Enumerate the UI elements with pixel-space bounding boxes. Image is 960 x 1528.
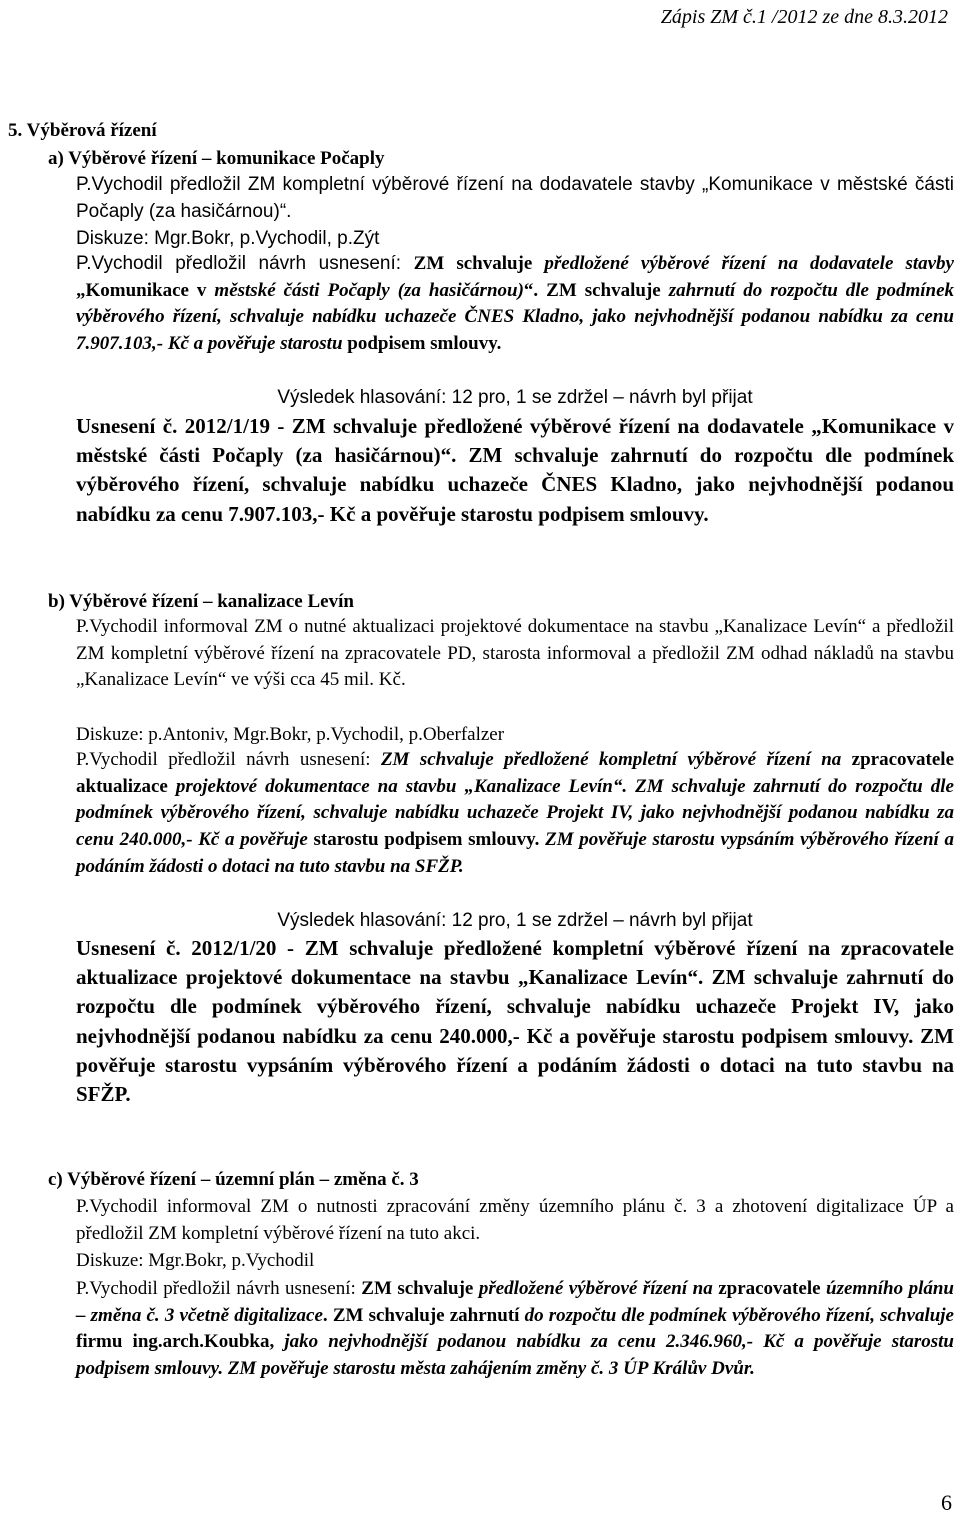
subsection-b-intro: P.Vychodil informoval ZM o nutné aktualizaci projektové dokumentace na stavbu „Kanalizace Levín“ a předložil ZM kompletní výběrové řízení na zpracovatele PD, starosta informoval a předložil ZM odhad nákladů na stavbu „Kanalizace Levín“ ve výši cca 45 mil. Kč. — [76, 616, 954, 691]
proposal-bold: „Komunikace v — [76, 279, 207, 301]
subsection-b-discussion: Diskuze: p.Antoniv, Mgr.Bokr, p.Vychodil, p.Oberfalzer — [76, 724, 505, 745]
proposal-intro: P.Vychodil předložil návrh usnesení: — [76, 749, 381, 770]
proposal-italic: jako nejvhodnější podanou nabídku za cenu 2.346.960,- Kč a pověřuje starostu podpisem smlouvy. ZM pověřuje starostu města zahájením změny č. 3 ÚP Králův Dvůr. — [76, 1331, 954, 1380]
subsection-a-resolution: Usnesení č. 2012/1/19 - ZM schvaluje předložené výběrové řízení na dodavatele „Komunikace v městské části Počaply (za hasičárnou)“. ZM schvaluje zahrnutí do rozpočtu dle podmínek výběrového řízení, schvaluje nabídku uchazeče ČNES Kladno, jako nejvhodnější podanou nabídku za cenu 7.907.103,- Kč a pověřuje starostu podpisem smlouvy. — [76, 414, 954, 526]
proposal-intro: P.Vychodil předložil návrh usnesení: — [76, 1278, 362, 1299]
proposal-bold: zpracovatele — [712, 1278, 827, 1299]
proposal-intro: P.Vychodil předložil návrh usnesení: — [76, 253, 414, 274]
page-header: Zápis ZM č.1 /2012 ze dne 8.3.2012 — [660, 6, 948, 28]
subsection-b-proposal — [76, 747, 954, 881]
proposal-bold: starostu podpisem smlouvy. — [307, 829, 546, 851]
subsection-a-proposal — [76, 251, 954, 358]
proposal-italic: městské části Počaply (za hasičárnou) — [206, 279, 524, 301]
subsection-a-vote: Výsledek hlasování: 12 pro, 1 se zdržel – návrh byl přijat — [277, 387, 753, 408]
subsection-c-heading-text: c) Výběrové řízení – územní plán – změna č. 3 — [48, 1169, 419, 1190]
proposal-italic: předložené výběrové řízení na dodavatele stavby — [532, 253, 954, 274]
subsection-c-heading — [48, 1167, 419, 1193]
subsection-c-intro: P.Vychodil informoval ZM o nutnosti zpracování změny územního plánu č. 3 a zhotovení digitalizace ÚP a předložil ZM kompletní výběrové řízení na tuto akci. — [76, 1196, 954, 1244]
proposal-bold: . ZM schvaluje zahrnutí — [322, 1304, 520, 1326]
subsection-b-heading: b) Výběrové řízení – kanalizace Levín — [48, 591, 354, 612]
proposal-italic: projektové dokumentace na stavbu „Kanalizace Levín“. ZM schvaluje zahrnutí do rozpočtu dle podmínek výběrového řízení, schvaluje nabídku uchazeče Projekt IV, jako nejvhodnější podanou nabídku za cenu 240.000,- Kč a pověřuje — [76, 775, 954, 851]
proposal-bold: ZM schvaluje — [413, 253, 533, 274]
subsection-c-discussion: Diskuze: Mgr.Bokr, p.Vychodil — [76, 1250, 315, 1271]
subsection-b-vote: Výsledek hlasování: 12 pro, 1 se zdržel – návrh byl přijat — [277, 910, 753, 931]
subsection-a-heading: a) Výběrové řízení – komunikace Počaply — [48, 148, 385, 169]
proposal-bold: “. ZM schvaluje — [523, 279, 661, 301]
proposal-italic: zahrnutí do rozpočtu dle podmínek výběrového řízení, schvaluje nabídku uchazeče ČNES Kladno, jako nejvhodnější podanou nabídku za cenu 7.907.103,- Kč a pověřuje starostu — [76, 279, 954, 355]
proposal-italic: ZM schvaluje předložené kompletní výběrové řízení na — [380, 749, 842, 770]
proposal-bold: zpracovatele aktualizace — [76, 749, 955, 797]
section-heading: 5. Výběrová řízení — [8, 120, 157, 141]
subsection-a-intro: P.Vychodil předložil ZM kompletní výběrové řízení na dodavatele stavby „Komunikace v městské části Počaply (za hasičárnou)“. — [76, 174, 954, 222]
proposal-bold: podpisem smlouvy. — [342, 333, 502, 355]
proposal-italic: územního plánu – změna č. 3 včetně digitalizace — [76, 1278, 954, 1326]
proposal-bold: ZM schvaluje — [361, 1278, 474, 1299]
proposal-italic: ZM pověřuje starostu vypsáním výběrového řízení a podáním žádosti o dotaci na tuto stavbu na SFŽP. — [76, 829, 954, 877]
proposal-bold: firmu ing.arch.Koubka, — [76, 1331, 285, 1353]
page-number: 6 — [941, 1490, 952, 1515]
proposal-italic: do rozpočtu dle podmínek výběrového řízení, schvaluje — [519, 1304, 954, 1326]
proposal-italic: předložené výběrové řízení na — [473, 1278, 713, 1299]
subsection-b-resolution: Usnesení č. 2012/1/20 - ZM schvaluje předložené kompletní výběrové řízení na zpracovatele aktualizace projektové dokumentace na stavbu „Kanalizace Levín“. ZM schvaluje zahrnutí do rozpočtu dle podmínek výběrového řízení, schvaluje nabídku uchazeče Projekt IV, jako nejvhodnější podanou nabídku za cenu 240.000,- Kč a pověřuje starostu podpisem smlouvy. ZM pověřuje starostu vypsáním výběrového řízení a podáním žádosti o dotaci na tuto stavbu na SFŽP. — [76, 936, 954, 1107]
subsection-c-proposal — [76, 1276, 954, 1383]
subsection-a-discussion: Diskuze: Mgr.Bokr, p.Vychodil, p.Zýt — [76, 228, 380, 249]
